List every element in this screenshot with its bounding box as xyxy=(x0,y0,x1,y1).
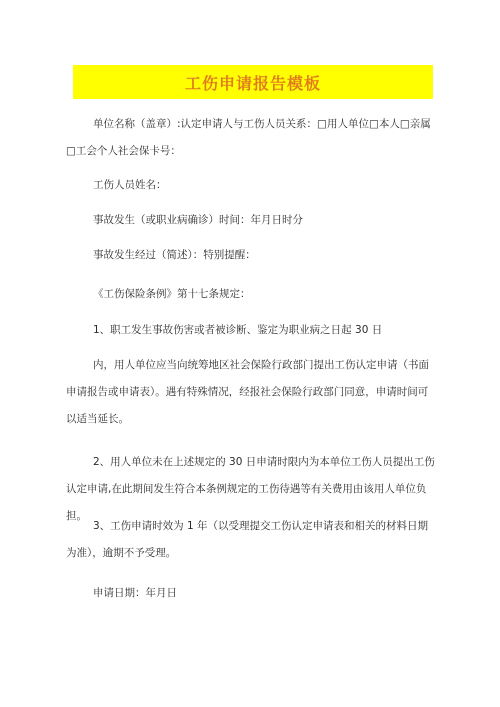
paragraph-accident-process: 事故发生经过（简述）：特别提醒： xyxy=(93,249,256,261)
paragraph-rule-1-start: 1、职工发生事故伤害或者被诊断、鉴定为职业病之日起 30 日 xyxy=(93,324,383,336)
title-banner xyxy=(73,65,433,99)
paragraph-rule-2: 2、用人单位未在上述规定的 30 日申请时限内为本单位工伤人员提出工伤认定申请,在此期间发生符合本条例规定的工伤待遇等有关费用由该用人单位负担。 xyxy=(66,456,435,522)
paragraph-rule-3: 3、工伤申请时效为 1 年（以受理提交工伤认定申请表和相关的材料日期为准），逾期不予受理。 xyxy=(66,520,429,559)
paragraph-application-date: 申请日期：年月日 xyxy=(93,587,177,599)
paragraph-accident-time: 事故发生（或职业病确诊）时间：年月日时分 xyxy=(93,214,303,226)
paragraph-injured-name: 工伤人员姓名： xyxy=(93,179,167,191)
paragraph-rule-1-body: 内，用人单位应当向统筹地区社会保险行政部门提出工伤认定申请（书面申请报告或申请表）。遇有特殊情况，经报社会保险行政部门同意，申请时间可以适当延长。 xyxy=(66,359,429,425)
paragraph-regulation-intro: 《工伤保险条例》第十七条规定： xyxy=(93,288,251,300)
paragraph-unit-info: 单位名称（盖章）:认定申请人与工伤人员关系：□用人单位□本人□亲属□工会个人社会保卡号： xyxy=(66,118,431,157)
document-title: 工伤申请报告模板 xyxy=(184,73,321,93)
